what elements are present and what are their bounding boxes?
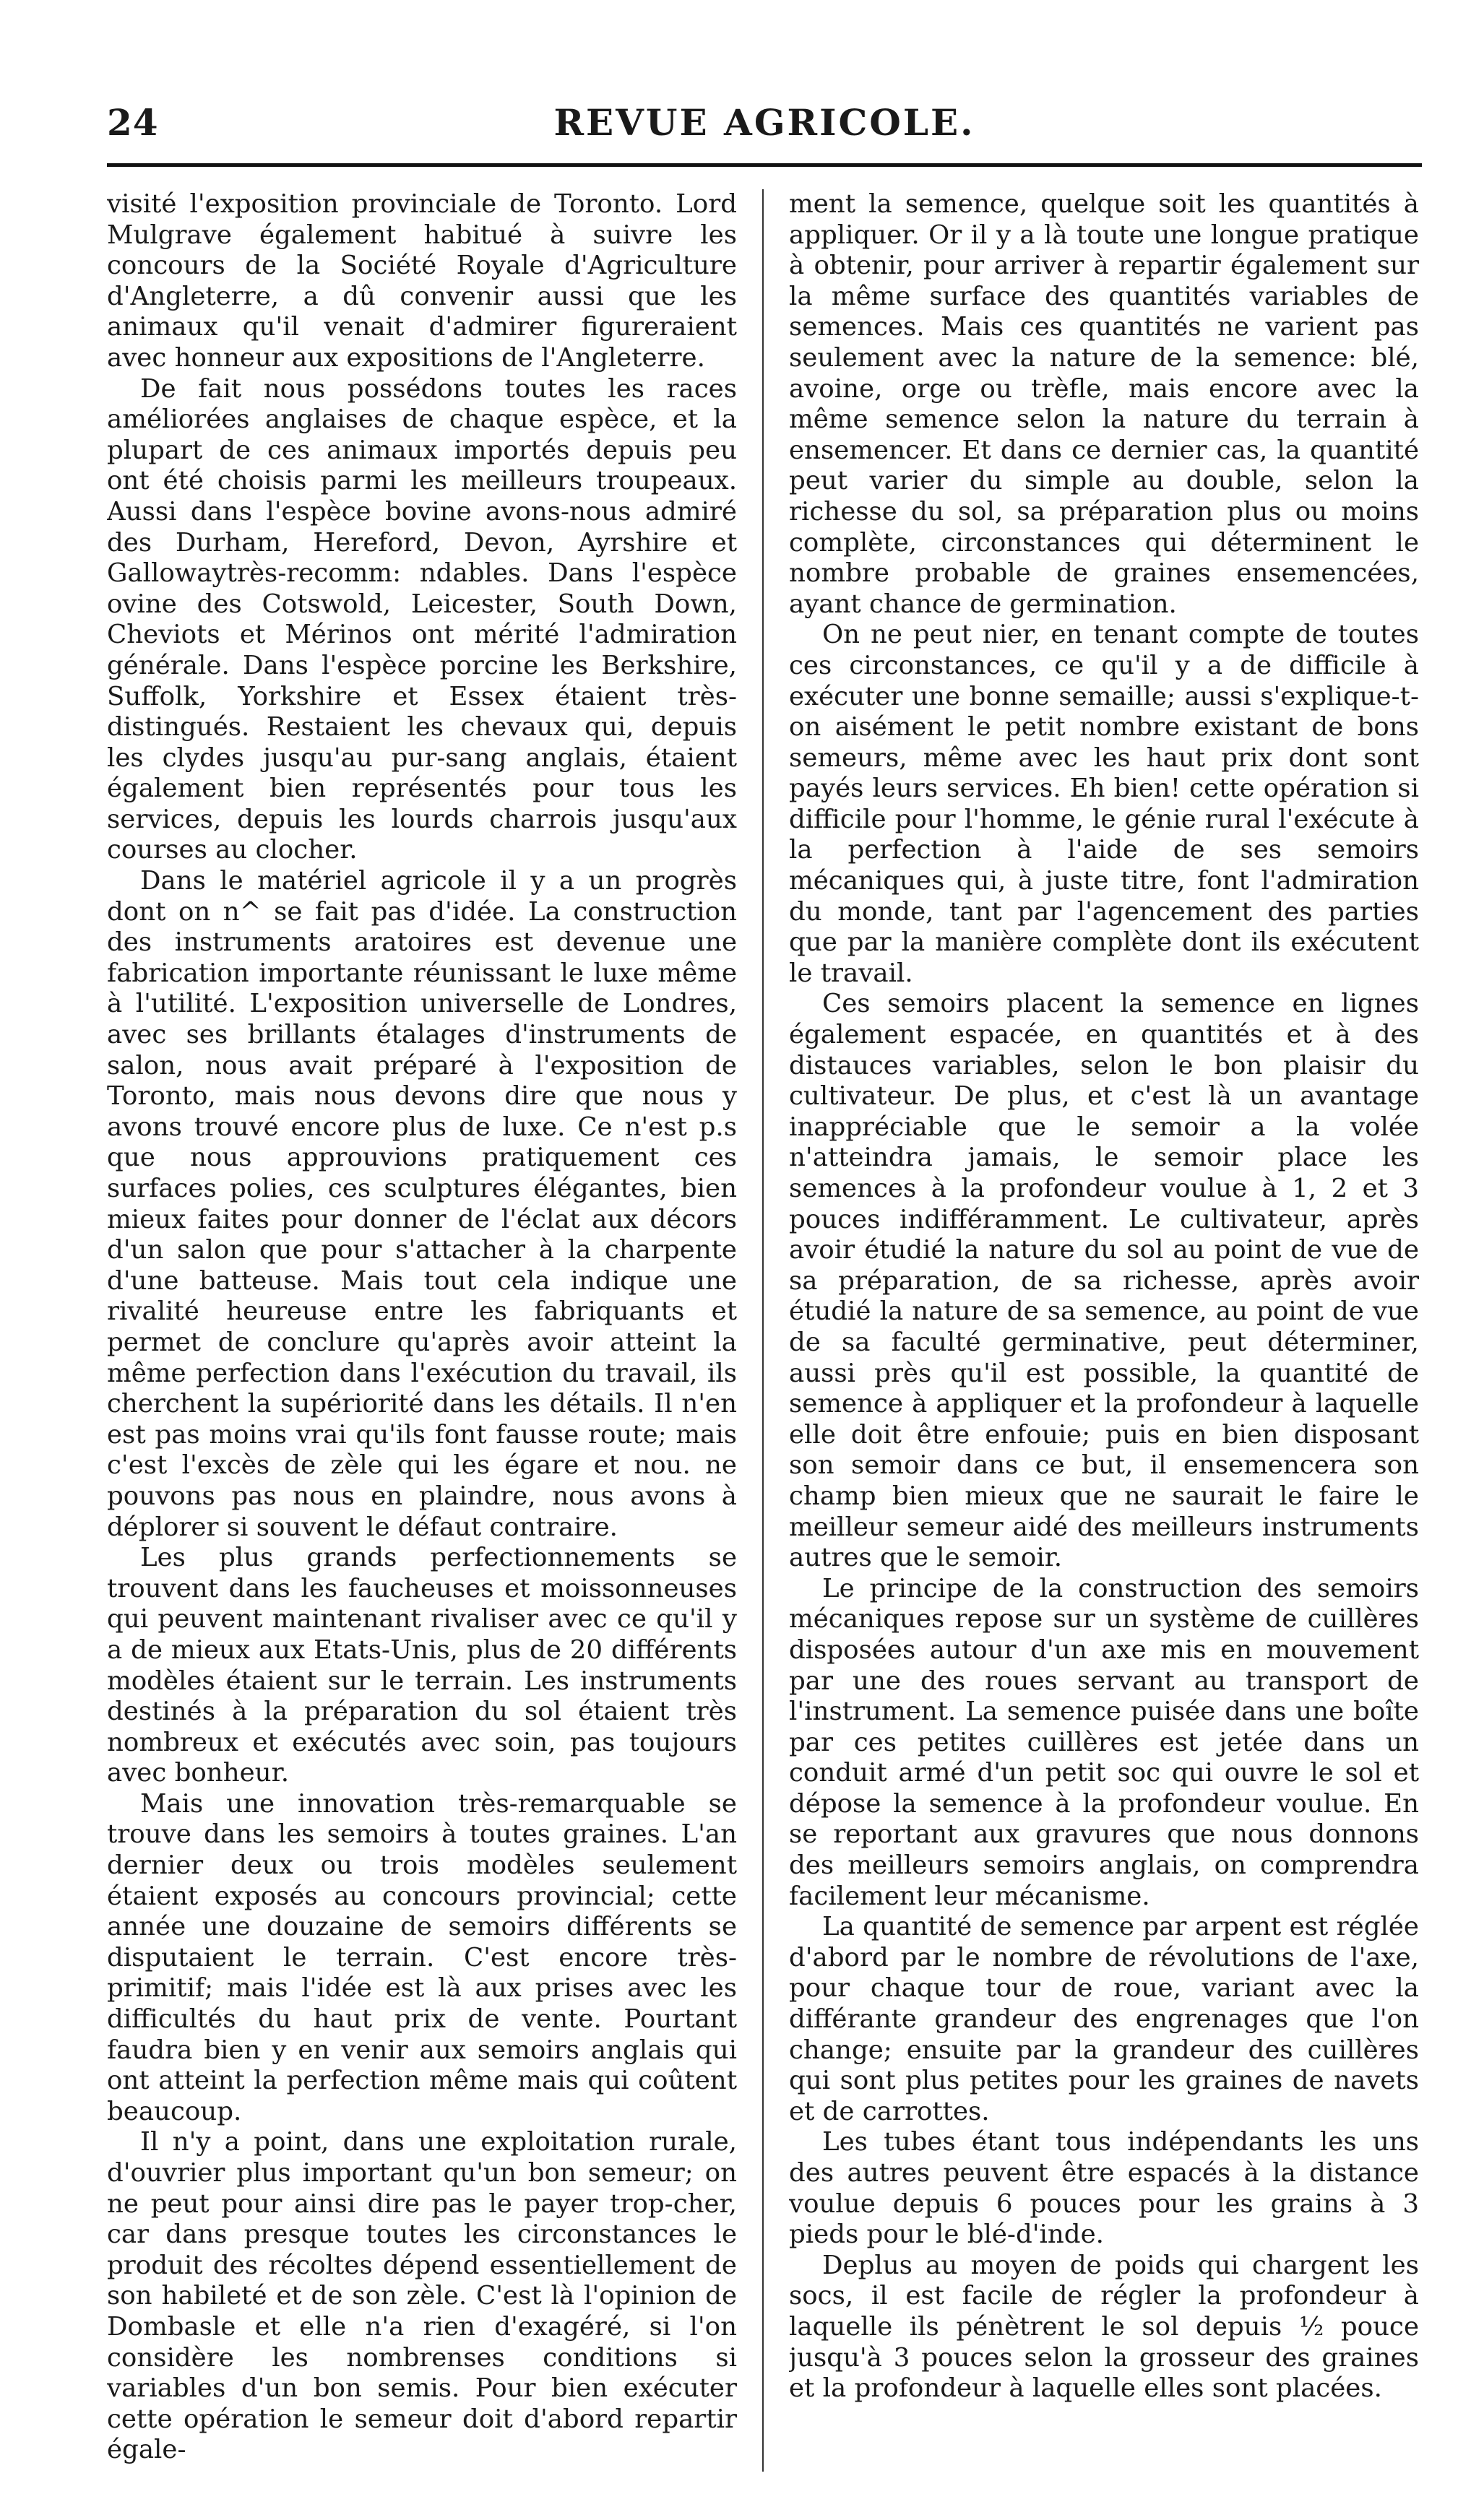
paragraph: Mais une innovation très-remarquable se trouve dans les semoirs à toutes graines. L'an dernier deux ou trois modèles seulement étaient exposés au concours provincial; cette année une douzaine de semoirs différents se disputaient le terrain. C'est encore très-primitif; mais l'idée est là aux prises avec les difficultés du haut prix de vente. Pourtant faudra bien y en venir aux semoirs anglais qui ont atteint la perfection même mais qui coûtent beaucoup. xyxy=(107,1788,737,2126)
page-header xyxy=(107,101,1422,152)
left-column xyxy=(107,189,737,2472)
paragraph: Le principe de la construction des semoirs mécaniques repose sur un système de cuillères disposées autour d'un axe mis en mouvement par une des roues servant au transport de l'instrument. La semence puisée dans une boîte par ces petites cuillères est jetée dans un conduit armé d'un petit soc qui ouvre le sol et dépose la semence à la profondeur voulue. En se reportant aux gravures que nous donnons des meilleurs semoirs anglais, on comprendra facilement leur mécanisme. xyxy=(789,1573,1419,1911)
header-rule xyxy=(107,163,1422,167)
right-column xyxy=(789,189,1419,2472)
column-divider xyxy=(762,189,764,2472)
paragraph: Les plus grands perfectionnements se trouvent dans les faucheuses et moissonneuses qui peuvent maintenant rivaliser avec ce qu'il y a de mieux aux Etats-Unis, plus de 20 différents modèles étaient sur le terrain. Les instruments destinés à la préparation du sol étaient très nombreux et exécutés avec soin, pas toujours avec bonheur. xyxy=(107,1543,737,1788)
paragraph: La quantité de semence par arpent est réglée d'abord par le nombre de révolutions de l'axe, pour chaque tour de roue, variant avec la différante grandeur des engrenages que l'on change; ensuite par la grandeur des cuillères qui sont plus petites pour les graines de navets et de carrottes. xyxy=(789,1912,1419,2126)
running-title: REVUE AGRICOLE. xyxy=(553,101,975,144)
paragraph: Deplus au moyen de poids qui chargent les socs, il est facile de régler la profondeur à laquelle ils pénètrent le sol depuis ½ pouce jusqu'à 3 pouces selon la grosseur des graines et la profondeur à laquelle elles sont placées. xyxy=(789,2250,1419,2404)
paragraph: Il n'y a point, dans une exploitation rurale, d'ouvrier plus important qu'un bon semeur; on ne peut pour ainsi dire pas le payer trop-cher, car dans presque toutes les circonstances le produit des récoltes dépend essentiellement de son habileté et de son zèle. C'est là l'opinion de Dombasle et elle n'a rien d'exagéré, si l'on considère les nombrenses conditions si variables d'un bon semis. Pour bien exécuter cette opération le semeur doit d'abord repartir égale- xyxy=(107,2127,737,2465)
paragraph: De fait nous possédons toutes les races améliorées anglaises de chaque espèce, et la plupart de ces animaux importés depuis peu ont été choisis parmi les meilleurs troupeaux. Aussi dans l'espèce bovine avons-nous admiré des Durham, Hereford, Devon, Ayrshire et Gallowaytrès-recomm: ndables. Dans l'espèce ovine des Cotswold, Leicester, South Down, Cheviots et Mérinos ont mérité l'admiration générale. Dans l'espèce porcine les Berkshire, Suffolk, Yorkshire et Essex étaient très-distingués. Restaient les chevaux qui, depuis les clydes jusqu'au pur-sang anglais, étaient également bien représentés pour tous les services, depuis les lourds charrois jusqu'aux courses au clocher. xyxy=(107,373,737,865)
paragraph: ment la semence, quelque soit les quantités à appliquer. Or il y a là toute une longue pratique à obtenir, pour arriver à repartir également sur la même surface des quantités variables de semences. Mais ces quantités ne varient pas seulement avec la nature de la semence: blé, avoine, orge ou trèfle, mais encore avec la même semence selon la nature du terrain à ensemencer. Et dans ce dernier cas, la quantité peut varier du simple au double, selon la richesse du sol, sa préparation plus ou moins complète, circonstances qui déterminent le nombre probable de graines ensemencées, ayant chance de germination. xyxy=(789,189,1419,619)
paragraph: Les tubes étant tous indépendants les uns des autres peuvent être espacés à la distance voulue depuis 6 pouces pour les grains à 3 pieds pour le blé-d'inde. xyxy=(789,2127,1419,2250)
paragraph: Dans le matériel agricole il y a un progrès dont on n^ se fait pas d'idée. La construction des instruments aratoires est devenue une fabrication importante réunissant le luxe même à l'utilité. L'exposition universelle de Londres, avec ses brillants étalages d'instruments de salon, nous avait préparé à l'exposition de Toronto, mais nous devons dire que nous y avons trouvé encore plus de luxe. Ce n'est p.s que nous approuvions pratiquement ces surfaces polies, ces sculptures élégantes, bien mieux faites pour donner de l'éclat aux décors d'un salon que pour s'attacher à la charpente d'une batteuse. Mais tout cela indique une rivalité heureuse entre les fabriquants et permet de conclure qu'après avoir atteint la même perfection dans l'exécution du travail, ils cherchent la supériorité dans les détails. Il n'en est pas moins vrai qu'ils font fausse route; mais c'est l'excès de zèle qui les égare et nou. ne pouvons pas nous en plaindre, nous avons à déplorer si souvent le défaut contraire. xyxy=(107,866,737,1542)
paragraph: visité l'exposition provinciale de Toronto. Lord Mulgrave également habitué à suivre les concours de la Société Royale d'Agriculture d'Angleterre, a dû convenir aussi que les animaux qu'il venait d'admirer figureraient avec honneur aux expositions de l'Angleterre. xyxy=(107,189,737,373)
paragraph: Ces semoirs placent la semence en lignes également espacée, en quantités et à des distauces variables, selon le bon plaisir du cultivateur. De plus, et c'est là un avantage inappréciable que le semoir a la volée n'atteindra jamais, le semoir place les semences à la profondeur voulue à 1, 2 et 3 pouces indifféramment. Le cultivateur, après avoir étudié la nature du sol au point de vue de sa préparation, de sa richesse, après avoir étudié la nature de sa semence, au point de vue de sa faculté germinative, peut déterminer, aussi près qu'il est possible, la quantité de semence à appliquer et la profondeur à laquelle elle doit être enfouie; puis en bien disposant son semoir dans ce but, il ensemencera son champ bien mieux que ne saurait le faire le meilleur semeur aidé des meilleurs instruments autres que le semoir. xyxy=(789,989,1419,1573)
page-number: 24 xyxy=(107,101,159,144)
paragraph: On ne peut nier, en tenant compte de toutes ces circonstances, ce qu'il y a de difficile à exécuter une bonne semaille; aussi s'explique-t-on aisément le petit nombre existant de bons semeurs, même avec les haut prix dont sont payés leurs services. Eh bien! cette opération si difficile pour l'homme, le génie rural l'exécute à la perfection à l'aide de ses semoirs mécaniques qui, à juste titre, font l'admiration du monde, tant par l'agencement des parties que par la manière complète dont ils exécutent le travail. xyxy=(789,620,1419,988)
